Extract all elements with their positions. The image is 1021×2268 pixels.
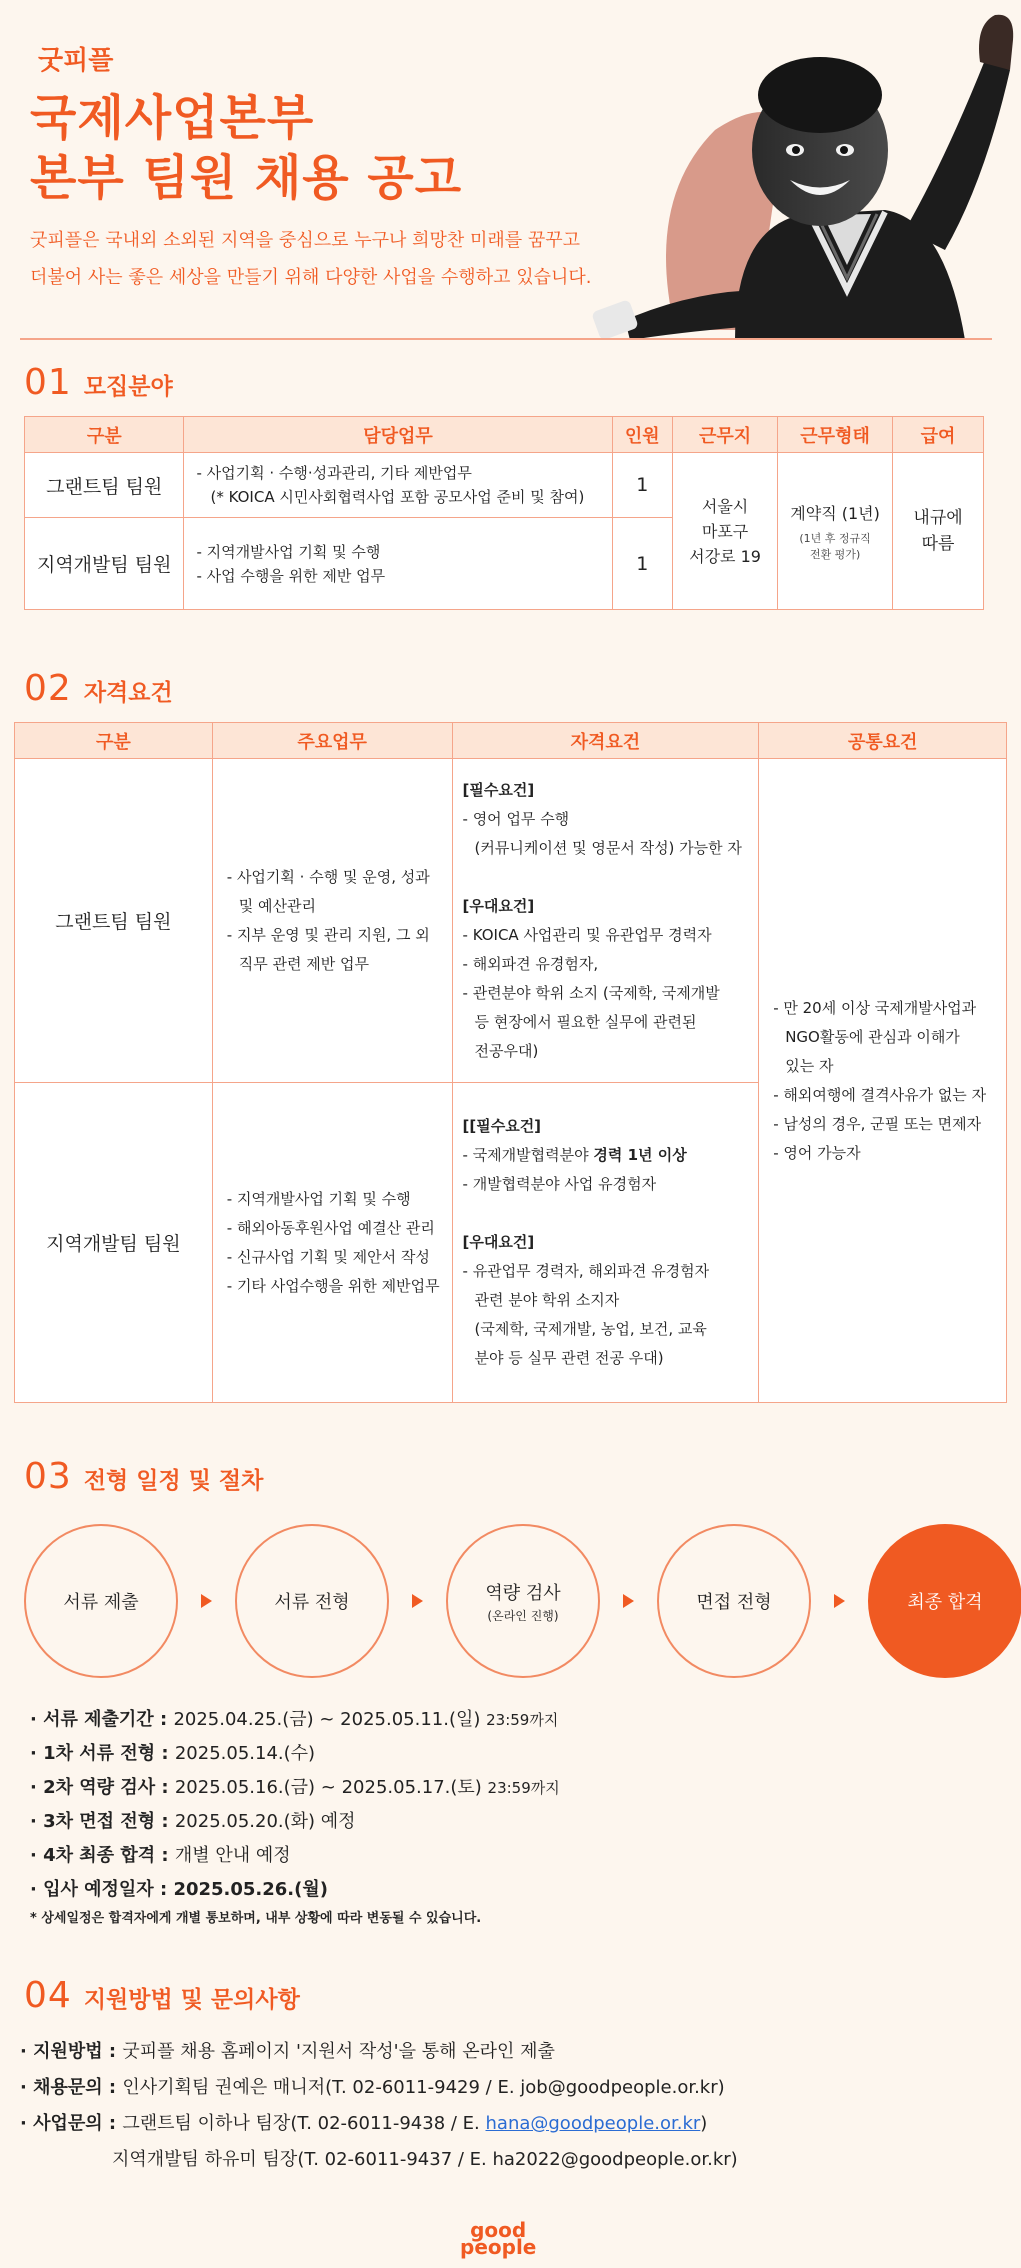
recruitment-table <box>24 416 984 610</box>
table-header-row <box>15 723 1007 759</box>
duty-line: - 지역개발사업 기획 및 수행 <box>196 542 381 561</box>
schedule-time: 23:59까지 <box>486 1711 559 1729</box>
duty-item: - 신규사업 기획 및 제안서 작성 <box>226 1247 430 1266</box>
step-label: 최종 합격 <box>907 1592 983 1613</box>
section-3-heading <box>24 1456 263 1497</box>
step-label: 서류 전형 <box>274 1592 350 1613</box>
step-sublabel: (온라인 진행) <box>487 1608 559 1623</box>
qualification-table <box>14 722 1007 1403</box>
location-cell <box>673 453 778 610</box>
info-label: · 지원방법 : <box>20 2041 123 2062</box>
section-2-number: 02 <box>24 668 72 709</box>
schedule-value: 2025.05.16.(금) ~ 2025.05.17.(토) <box>174 1777 488 1798</box>
section-1-number: 01 <box>24 362 72 403</box>
col-header: 주요업무 <box>212 723 452 759</box>
schedule-value: 2025.05.14.(수) <box>174 1743 316 1764</box>
preferred-heading: [우대요건] <box>462 896 535 915</box>
logo-line-2: people <box>460 2235 537 2259</box>
salary-line: 내규에 <box>913 508 963 528</box>
col-header: 자격요건 <box>452 723 759 759</box>
table-header-row <box>25 417 984 453</box>
work-type-note: 전환 평가) <box>809 547 861 561</box>
duty-item: - 지부 운영 및 관리 지원, 그 외 직무 관련 제반 업무 <box>226 925 430 973</box>
category-cell: 지역개발팀 팀원 <box>25 518 184 610</box>
location-line: 서강로 19 <box>689 546 761 566</box>
section-3-number: 03 <box>24 1456 72 1497</box>
duty-line: - 사업 수행을 위한 제반 업무 <box>196 566 386 585</box>
intro-text <box>30 222 591 296</box>
count-cell: 1 <box>612 518 673 610</box>
duty-line: (* KOICA 시민사회협력사업 포함 공모사업 준비 및 참여) <box>210 488 585 506</box>
schedule-value: 개별 안내 예정 <box>174 1845 291 1866</box>
hero-child-photo <box>585 0 1021 340</box>
section-2-title: 자격요건 <box>83 680 173 706</box>
schedule-label: · 서류 제출기간 : <box>30 1709 174 1730</box>
step-label: 서류 제출 <box>63 1592 139 1613</box>
col-header: 담당업무 <box>184 417 612 453</box>
email-link[interactable]: hana@goodpeople.or.kr <box>485 2113 701 2134</box>
preferred-item: 관련 분야 학위 소지자 <box>474 1291 620 1309</box>
schedule-item <box>30 1805 560 1839</box>
preferred-heading: [우대요건] <box>462 1233 535 1251</box>
step-label: 역량 검사 <box>485 1582 561 1604</box>
duties-cell <box>212 759 452 1083</box>
duty-item: - 해외아동후원사업 예결산 관리 <box>226 1218 435 1237</box>
common-item: 있는 자 <box>785 1056 834 1075</box>
section-1-heading <box>24 362 173 403</box>
section-3-title: 전형 일정 및 절차 <box>83 1468 264 1494</box>
process-flow <box>24 1524 1021 1678</box>
category-cell: 그랜트팀 팀원 <box>15 759 213 1083</box>
divider <box>20 338 992 340</box>
step-label: 면접 전형 <box>696 1592 772 1613</box>
duty-item: - 기타 사업수행을 위한 제반업무 <box>226 1276 440 1295</box>
info-value: ) <box>700 2113 708 2134</box>
schedule-item <box>30 1771 560 1805</box>
section-2-heading <box>24 668 173 709</box>
preferred-item: - KOICA 사업관리 및 유관업무 경력자 <box>462 925 712 944</box>
section-4-number: 04 <box>24 1975 72 2016</box>
duties-cell <box>212 1083 452 1403</box>
common-item: - 해외여행에 결격사유가 없는 자 <box>773 1085 987 1104</box>
requirement-item: - 영어 업무 수행 <box>462 809 570 828</box>
common-item: - 영어 가능자 <box>773 1143 861 1162</box>
schedule-list <box>30 1703 560 1907</box>
col-header: 인원 <box>612 417 673 453</box>
requirement-item: (커뮤니케이션 및 영문서 작성) 가능한 자 <box>474 838 742 857</box>
table-row <box>15 759 1007 1083</box>
preferred-item: 등 현장에서 필요한 실무에 관련된 <box>474 1012 697 1031</box>
col-header: 급여 <box>893 417 984 453</box>
col-header: 근무지 <box>673 417 778 453</box>
preferred-item: 전공우대) <box>474 1041 539 1060</box>
col-header: 구분 <box>15 723 213 759</box>
schedule-label: · 2차 역량 검사 : <box>30 1777 175 1798</box>
schedule-label: · 1차 서류 전형 : <box>30 1743 175 1764</box>
duty-cell <box>184 453 612 518</box>
preferred-item: - 유관업무 경력자, 해외파견 유경험자 <box>462 1262 710 1280</box>
step-interview <box>657 1524 811 1678</box>
arrow-right-icon <box>834 1594 845 1608</box>
work-type-cell <box>778 453 893 610</box>
requirement-item: - 개발협력분야 사업 유경험자 <box>462 1175 657 1193</box>
hr-contact <box>20 2070 738 2106</box>
section-4-heading <box>24 1975 300 2016</box>
category-cell: 지역개발팀 팀원 <box>15 1083 213 1403</box>
schedule-value: 2025.05.26.(월) <box>173 1879 328 1900</box>
common-item: NGO활동에 관심과 이해가 <box>785 1027 960 1046</box>
preferred-item: (국제학, 국제개발, 농업, 보건, 교육 <box>474 1320 707 1338</box>
preferred-item: - 관련분야 학위 소지 (국제학, 국제개발 <box>462 983 720 1002</box>
requirement-highlight: 경력 1년 이상 <box>593 1146 687 1164</box>
schedule-item <box>30 1737 560 1771</box>
section-4-title: 지원방법 및 문의사항 <box>83 1987 300 2013</box>
info-label: · 사업문의 : <box>20 2113 123 2134</box>
intro-line-1: 굿피플은 국내외 소외된 지역을 중심으로 누구나 희망찬 미래를 꿈꾸고 <box>30 230 581 251</box>
duty-cell <box>184 518 612 610</box>
common-item: - 만 20세 이상 국제개발사업과 <box>773 998 977 1017</box>
duty-item: - 지역개발사업 기획 및 수행 <box>226 1189 411 1208</box>
schedule-label: · 입사 예정일자 : <box>30 1879 174 1900</box>
category-cell: 그랜트팀 팀원 <box>25 453 184 518</box>
table-row <box>25 453 984 518</box>
intro-line-2: 더불어 사는 좋은 세상을 만들기 위해 다양한 사업을 수행하고 있습니다. <box>30 267 592 288</box>
apply-method <box>20 2034 738 2070</box>
business-contact <box>20 2106 738 2142</box>
schedule-value: 2025.04.25.(금) ~ 2025.05.11.(일) <box>173 1709 487 1730</box>
salary-cell <box>893 453 984 610</box>
requirements-cell <box>452 1083 759 1403</box>
common-requirements-cell <box>759 759 1007 1403</box>
contact-info <box>20 2034 738 2178</box>
arrow-right-icon <box>412 1594 423 1608</box>
col-header: 근무형태 <box>778 417 893 453</box>
goodpeople-logo <box>460 2218 537 2259</box>
required-heading: [필수요건] <box>462 780 535 799</box>
salary-line: 따름 <box>921 534 955 554</box>
location-line: 서울시 <box>701 496 749 516</box>
step-document-submission <box>24 1524 178 1678</box>
logo-line-1: good <box>470 2218 527 2242</box>
required-heading: [[필수요건] <box>462 1117 542 1135</box>
col-header: 구분 <box>25 417 184 453</box>
step-competency-test <box>446 1524 600 1678</box>
schedule-note: * 상세일정은 합격자에게 개별 통보하며, 내부 상황에 따라 변동될 수 있습니다. <box>30 1911 482 1926</box>
info-value: 인사기획팀 권예은 매니저(T. 02-6011-9429 / E. job@goodpeople.or.kr) <box>122 2077 725 2098</box>
brand-name: 굿피플 <box>38 46 114 76</box>
section-1-title: 모집분야 <box>83 374 173 400</box>
info-value: 굿피플 채용 홈페이지 '지원서 작성'을 통해 온라인 제출 <box>122 2041 555 2062</box>
work-type: 계약직 (1년) <box>790 503 880 523</box>
requirement-item <box>463 1141 749 1170</box>
work-type-note: (1년 후 정규직 <box>799 531 871 545</box>
info-label: · 채용문의 : <box>20 2077 123 2098</box>
preferred-item: 분야 등 실무 관련 전공 우대) <box>474 1349 664 1367</box>
duty-item: - 사업기획 · 수행 및 운영, 성과 및 예산관리 <box>226 867 430 915</box>
duty-line: - 사업기획 · 수행·성과관리, 기타 제반업무 <box>196 464 472 482</box>
schedule-label: · 3차 면접 전형 : <box>30 1811 175 1832</box>
step-document-review <box>235 1524 389 1678</box>
requirements-cell <box>452 759 759 1083</box>
preferred-item: - 해외파견 유경험자, <box>462 954 599 973</box>
title-line-1: 국제사업본부 <box>30 90 315 146</box>
business-contact-2: 지역개발팀 하유미 팀장(T. 02-6011-9437 / E. ha2022@goodpeople.or.kr) <box>112 2149 738 2170</box>
title-line-2: 본부 팀원 채용 공고 <box>30 150 463 206</box>
arrow-right-icon <box>623 1594 634 1608</box>
schedule-item <box>30 1703 560 1737</box>
schedule-label: · 4차 최종 합격 : <box>30 1845 175 1866</box>
count-cell: 1 <box>612 453 673 518</box>
arrow-right-icon <box>201 1594 212 1608</box>
step-final-pass <box>868 1524 1021 1678</box>
col-header: 공통요건 <box>759 723 1007 759</box>
info-value: 그랜트팀 이하나 팀장(T. 02-6011-9438 / E. <box>122 2113 486 2134</box>
schedule-item <box>30 1839 560 1873</box>
common-item: - 남성의 경우, 군필 또는 면제자 <box>773 1114 982 1133</box>
requirement-text: - 국제개발협력분야 <box>462 1146 594 1164</box>
schedule-item <box>30 1873 560 1907</box>
location-line: 마포구 <box>701 521 749 541</box>
page-title <box>30 88 462 208</box>
schedule-value: 2025.05.20.(화) 예정 <box>174 1811 356 1832</box>
schedule-time: 23:59까지 <box>487 1779 560 1797</box>
